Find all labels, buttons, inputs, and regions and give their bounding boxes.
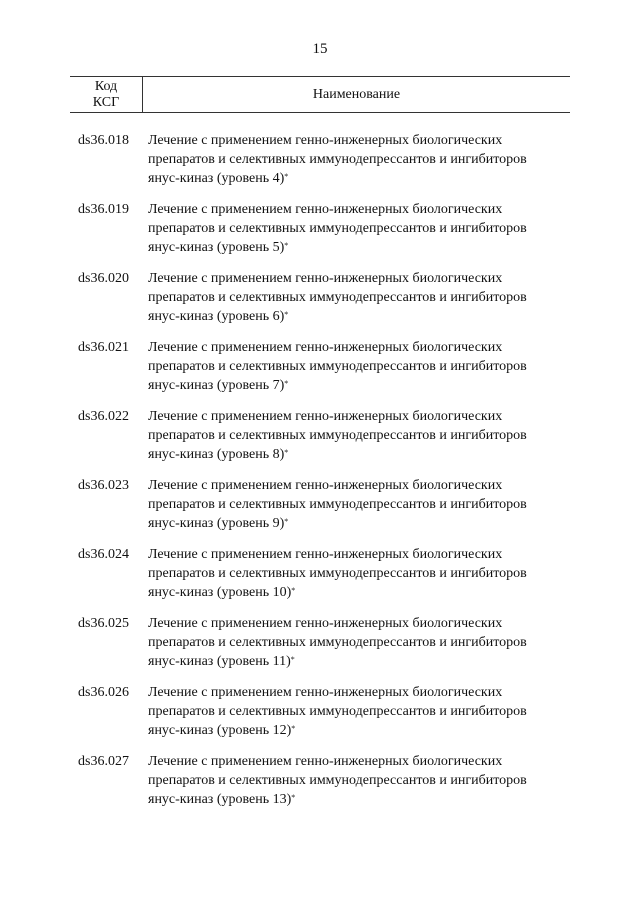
row-name: [148, 338, 570, 407]
row-name-text: янус-киназ (уровень 6): [148, 309, 285, 324]
table-row: [78, 200, 570, 269]
row-name-line: [148, 307, 570, 326]
column-header-name: Наименование: [312, 86, 401, 102]
row-name-line: препаратов и селективных иммунодепрессантов и ингибиторов: [148, 359, 527, 374]
row-name: [148, 614, 570, 683]
row-name: [148, 683, 570, 752]
row-name-text: янус-киназ (уровень 7): [148, 378, 285, 393]
row-code: ds36.018: [78, 133, 129, 148]
footnote-mark: *: [284, 448, 289, 457]
table-row: [78, 683, 570, 752]
row-name-text: янус-киназ (уровень 10): [148, 585, 292, 600]
row-name-line: Лечение с применением генно-инженерных биологических: [148, 340, 503, 355]
table-row: [78, 752, 570, 821]
row-code: ds36.019: [78, 202, 129, 217]
row-name-line: Лечение с применением генно-инженерных биологических: [148, 685, 503, 700]
row-name-text: янус-киназ (уровень 13): [148, 792, 292, 807]
row-name-line: препаратов и селективных иммунодепрессантов и ингибиторов: [148, 773, 527, 788]
table-row: [78, 614, 570, 683]
row-name-line: препаратов и селективных иммунодепрессантов и ингибиторов: [148, 566, 527, 581]
row-name-line: Лечение с применением генно-инженерных биологических: [148, 478, 503, 493]
row-name: [148, 752, 570, 821]
row-name-line: препаратов и селективных иммунодепрессантов и ингибиторов: [148, 428, 527, 443]
row-name: [148, 476, 570, 545]
page-number: 15: [312, 41, 328, 57]
row-name-line: Лечение с применением генно-инженерных биологических: [148, 616, 503, 631]
footnote-mark: *: [284, 241, 289, 250]
row-code: ds36.023: [78, 478, 129, 493]
table-body: [78, 131, 570, 821]
row-name-line: Лечение с применением генно-инженерных биологических: [148, 409, 503, 424]
row-name-line: Лечение с применением генно-инженерных биологических: [148, 202, 503, 217]
row-name: [148, 407, 570, 476]
footnote-mark: *: [290, 655, 295, 664]
row-name-line: [148, 169, 570, 188]
row-name: [148, 200, 570, 269]
footnote-mark: *: [284, 379, 289, 388]
row-name-text: янус-киназ (уровень 4): [148, 171, 285, 186]
row-name-line: [148, 652, 570, 671]
row-name-line: [148, 238, 570, 257]
row-name-line: препаратов и селективных иммунодепрессантов и ингибиторов: [148, 290, 527, 305]
footnote-mark: *: [291, 586, 296, 595]
row-name-line: Лечение с применением генно-инженерных биологических: [148, 754, 503, 769]
row-name-line: Лечение с применением генно-инженерных биологических: [148, 271, 503, 286]
table-row: [78, 269, 570, 338]
row-name-line: препаратов и селективных иммунодепрессантов и ингибиторов: [148, 497, 527, 512]
row-name-text: янус-киназ (уровень 11): [148, 654, 291, 669]
table-row: [78, 338, 570, 407]
row-name-line: препаратов и селективных иммунодепрессантов и ингибиторов: [148, 221, 527, 236]
footnote-mark: *: [284, 517, 289, 526]
row-code: ds36.027: [78, 754, 129, 769]
footnote-mark: *: [291, 724, 296, 733]
row-code: ds36.020: [78, 271, 129, 286]
row-code: ds36.026: [78, 685, 129, 700]
row-code: ds36.021: [78, 340, 129, 355]
row-name-line: [148, 583, 570, 602]
row-name-text: янус-киназ (уровень 8): [148, 447, 285, 462]
table-row: [78, 407, 570, 476]
row-code: ds36.024: [78, 547, 129, 562]
row-code: ds36.025: [78, 616, 129, 631]
footnote-mark: *: [284, 172, 289, 181]
row-name-text: янус-киназ (уровень 12): [148, 723, 292, 738]
table-row: [78, 545, 570, 614]
row-name: [148, 269, 570, 338]
column-header-code-line1: Код: [94, 78, 118, 94]
row-name-line: [148, 376, 570, 395]
column-header-code-line2: КСГ: [92, 94, 120, 110]
row-name-line: Лечение с применением генно-инженерных биологических: [148, 547, 503, 562]
table-header: [70, 76, 570, 113]
row-name-text: янус-киназ (уровень 9): [148, 516, 285, 531]
row-name-line: препаратов и селективных иммунодепрессантов и ингибиторов: [148, 152, 527, 167]
footnote-mark: *: [291, 793, 296, 802]
row-name-line: [148, 514, 570, 533]
row-name-line: препаратов и селективных иммунодепрессантов и ингибиторов: [148, 635, 527, 650]
row-name-line: [148, 790, 570, 809]
row-name-line: Лечение с применением генно-инженерных биологических: [148, 133, 503, 148]
row-name: [148, 131, 570, 200]
row-code: ds36.022: [78, 409, 129, 424]
table-row: [78, 476, 570, 545]
row-name-line: [148, 445, 570, 464]
footnote-mark: *: [284, 310, 289, 319]
row-name: [148, 545, 570, 614]
row-name-text: янус-киназ (уровень 5): [148, 240, 285, 255]
table-row: [78, 131, 570, 200]
column-header-code: [70, 77, 143, 112]
row-name-line: [148, 721, 570, 740]
row-name-line: препаратов и селективных иммунодепрессантов и ингибиторов: [148, 704, 527, 719]
